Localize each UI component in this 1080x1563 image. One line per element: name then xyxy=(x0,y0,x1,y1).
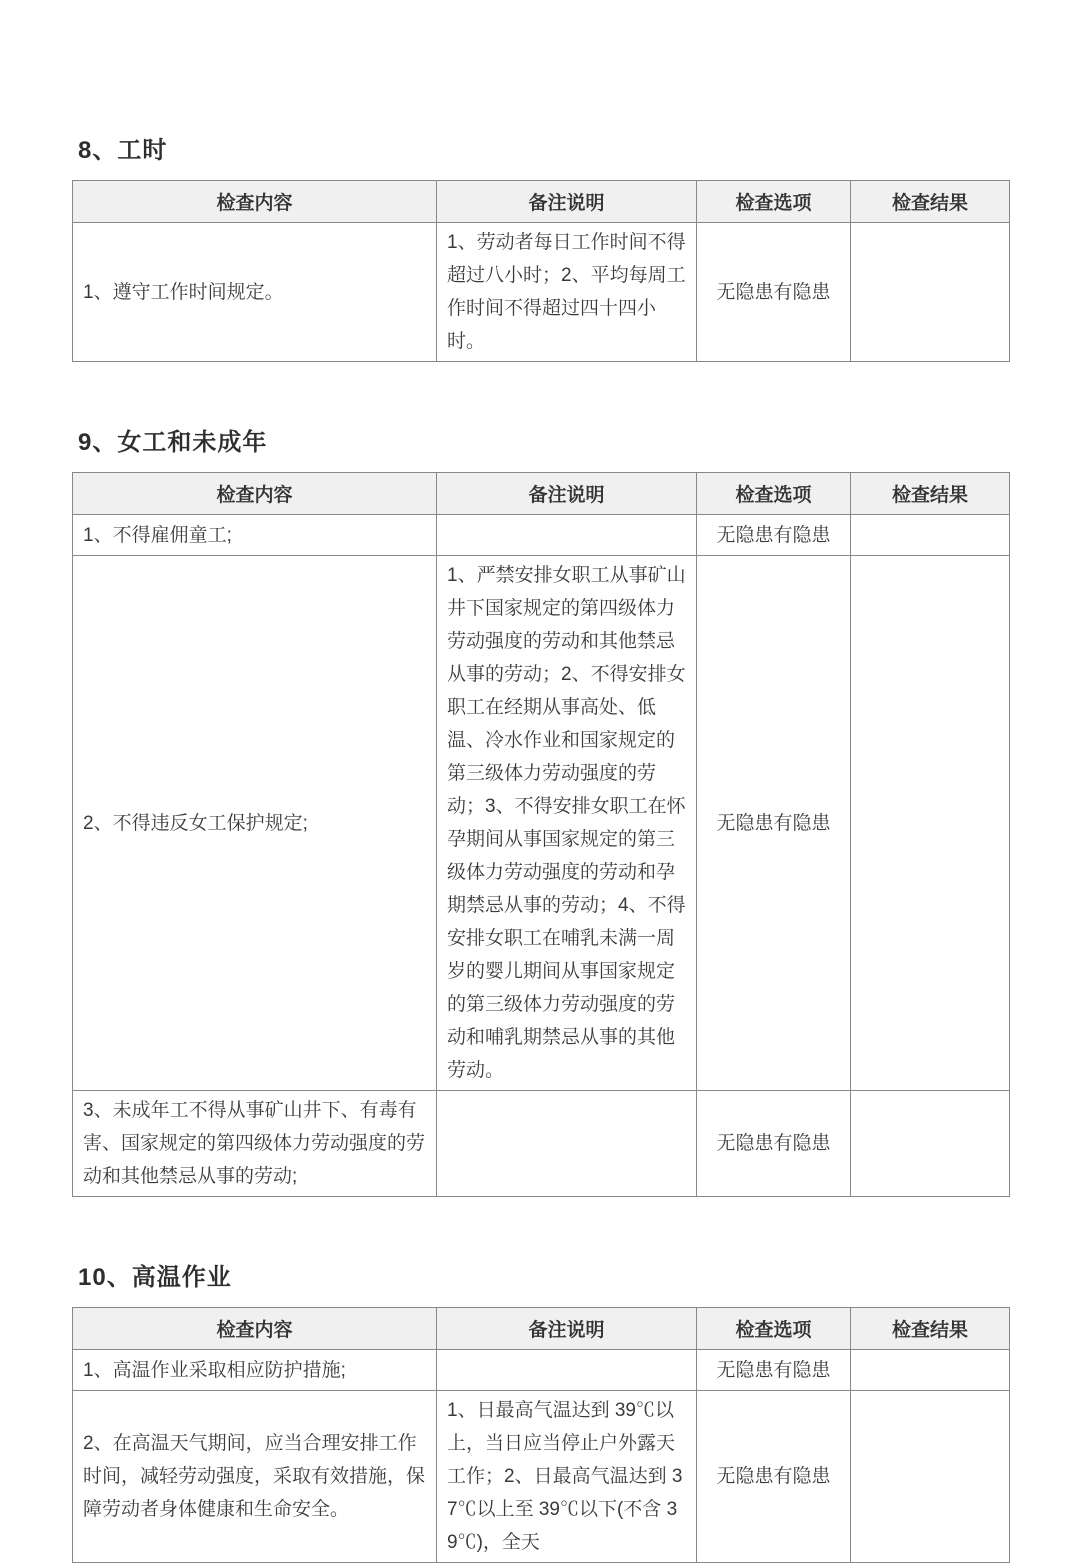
column-header-options: 检查选项 xyxy=(697,181,851,223)
cell-options: 无隐患有隐患 xyxy=(697,1091,851,1197)
cell-content: 1、不得雇佣童工; xyxy=(73,515,437,556)
column-header-options: 检查选项 xyxy=(697,473,851,515)
cell-options: 无隐患有隐患 xyxy=(697,1350,851,1391)
section-title: 9、女工和未成年 xyxy=(78,429,268,456)
cell-options: 无隐患有隐患 xyxy=(697,1391,851,1563)
cell-content: 2、不得违反女工保护规定; xyxy=(73,556,437,1091)
section-title: 10、高温作业 xyxy=(78,1264,232,1291)
cell-options: 无隐患有隐患 xyxy=(697,556,851,1091)
column-header-content: 检查内容 xyxy=(73,181,437,223)
table-row xyxy=(73,223,1010,362)
cell-options: 无隐患有隐患 xyxy=(697,223,851,362)
table-row xyxy=(73,556,1010,1091)
cell-remark xyxy=(437,515,697,556)
inspection-table xyxy=(72,472,1010,1197)
column-header-remark: 备注说明 xyxy=(437,1308,697,1350)
section-title: 8、工时 xyxy=(78,137,168,164)
cell-result xyxy=(851,515,1010,556)
column-header-remark: 备注说明 xyxy=(437,473,697,515)
cell-result xyxy=(851,1091,1010,1197)
cell-content: 2、在高温天气期间，应当合理安排工作时间，减轻劳动强度，采取有效措施，保障劳动者身体健康和生命安全。 xyxy=(73,1391,437,1563)
column-header-content: 检查内容 xyxy=(73,1308,437,1350)
cell-options: 无隐患有隐患 xyxy=(697,515,851,556)
cell-result xyxy=(851,1350,1010,1391)
table-header-row xyxy=(73,1308,1010,1350)
column-header-content: 检查内容 xyxy=(73,473,437,515)
column-header-result: 检查结果 xyxy=(851,1308,1010,1350)
cell-remark xyxy=(437,1091,697,1197)
column-header-remark: 备注说明 xyxy=(437,181,697,223)
column-header-result: 检查结果 xyxy=(851,473,1010,515)
cell-result xyxy=(851,223,1010,362)
table-row xyxy=(73,515,1010,556)
cell-remark: 1、严禁安排女职工从事矿山井下国家规定的第四级体力劳动强度的劳动和其他禁忌从事的劳动；2、不得安排女职工在经期从事高处、低温、冷水作业和国家规定的第三级体力劳动强度的劳动；3、不得安排女职工在怀孕期间从事国家规定的第三级体力劳动强度的劳动和孕期禁忌从事的劳动；4、不得安排女职工在哺乳未满一周岁的婴儿期间从事国家规定的第三级体力劳动强度的劳动和哺乳期禁忌从事的其他劳动。 xyxy=(437,556,697,1091)
table-row xyxy=(73,1091,1010,1197)
cell-remark: 1、劳动者每日工作时间不得超过八小时；2、平均每周工作时间不得超过四十四小时。 xyxy=(437,223,697,362)
table-header-row xyxy=(73,181,1010,223)
column-header-options: 检查选项 xyxy=(697,1308,851,1350)
cell-content: 3、未成年工不得从事矿山井下、有毒有害、国家规定的第四级体力劳动强度的劳动和其他禁忌从事的劳动; xyxy=(73,1091,437,1197)
cell-remark xyxy=(437,1350,697,1391)
inspection-table xyxy=(72,180,1010,362)
section-female-minor-workers xyxy=(72,422,1009,1197)
section-work-hours xyxy=(72,130,1009,362)
cell-remark: 1、日最高气温达到 39℃以上，当日应当停止户外露天工作；2、日最高气温达到 37℃以上至 39℃以下(不含 39℃)，全天 xyxy=(437,1391,697,1563)
cell-result xyxy=(851,556,1010,1091)
cell-content: 1、高温作业采取相应防护措施; xyxy=(73,1350,437,1391)
section-high-temperature-work xyxy=(72,1257,1009,1563)
table-row xyxy=(73,1350,1010,1391)
table-header-row xyxy=(73,473,1010,515)
cell-result xyxy=(851,1391,1010,1563)
table-row xyxy=(73,1391,1010,1563)
cell-content: 1、遵守工作时间规定。 xyxy=(73,223,437,362)
inspection-table xyxy=(72,1307,1010,1563)
column-header-result: 检查结果 xyxy=(851,181,1010,223)
